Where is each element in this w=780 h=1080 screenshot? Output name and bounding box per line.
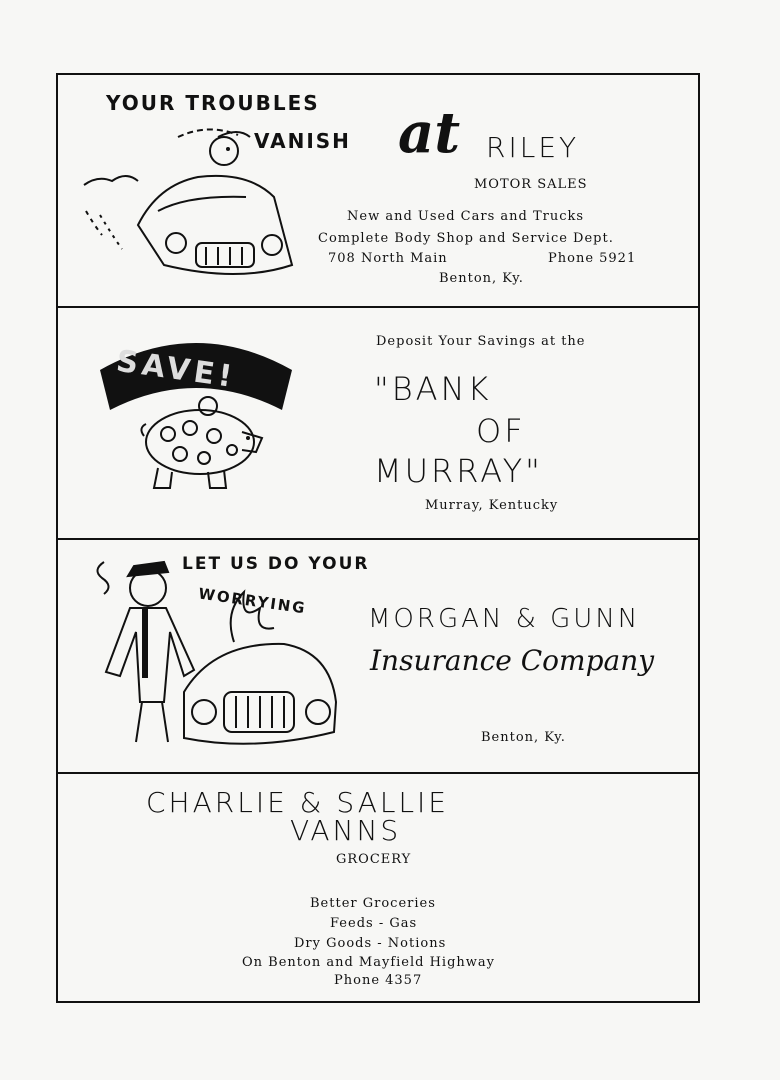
riley-name: RILEY [486,131,580,164]
bank-deposit-line: Deposit Your Savings at the [376,334,586,349]
cartoon-car-driver-illustration [78,115,298,275]
piggy-bank-icon [138,392,268,492]
insurance-name: MORGAN & GUNN [368,604,641,634]
riley-line1: New and Used Cars and Trucks [347,209,585,224]
vanns-grocery-ad [58,774,698,1003]
insurance-slogan-line2: WORRYING [197,584,308,618]
save-banner-text: SAVE! [114,343,239,396]
riley-subname: MOTOR SALES [474,177,588,192]
grocery-kind: GROCERY [336,852,412,867]
bank-of-murray-ad [58,308,698,540]
bank-city: Murray, Kentucky [425,498,559,513]
insurance-slogan-line1: LET US DO YOUR [182,554,370,574]
riley-slogan-line2: VANISH [254,129,351,153]
worried-man-burning-car-illustration [84,552,344,762]
riley-line2: Complete Body Shop and Service Dept. [318,231,614,246]
morgan-gunn-insurance-ad [58,540,698,774]
grocery-line2: Feeds - Gas [330,916,418,931]
riley-address: 708 North Main [328,251,448,266]
riley-motor-sales-ad [58,75,698,308]
ad-page-frame [56,73,700,1003]
grocery-name-line2: VANNS [290,814,402,847]
insurance-subname: Insurance Company [370,644,655,677]
grocery-name-line1: CHARLIE & SALLIE [146,786,449,819]
grocery-phone: Phone 4357 [334,973,423,988]
bank-name-line3: MURRAY" [374,452,543,490]
bank-name-line1: "BANK [374,370,492,408]
riley-city: Benton, Ky. [439,271,524,286]
riley-at-word: at [398,100,461,166]
riley-slogan-line1: YOUR TROUBLES [106,91,320,115]
grocery-line4: On Benton and Mayfield Highway [242,955,496,970]
riley-phone: Phone 5921 [548,251,637,266]
bank-name-line2: OF [476,412,526,450]
insurance-city: Benton, Ky. [481,730,566,745]
grocery-line1: Better Groceries [310,896,436,911]
grocery-line3: Dry Goods - Notions [294,936,447,951]
